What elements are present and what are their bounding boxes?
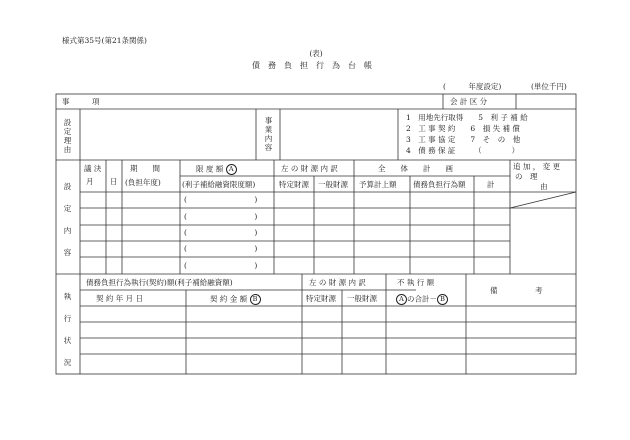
paren-row: ( ) — [184, 195, 258, 204]
total-label: 計 — [487, 180, 495, 189]
exec-general-fund-label: 一般財源 — [347, 294, 377, 303]
contract-date-label: 契 約 年 月 日 — [96, 294, 144, 303]
period-sub-label: (負担年度) — [125, 178, 161, 187]
paren-row: ( ) — [184, 244, 258, 253]
page-title: 債務負担行為台帳 — [252, 61, 380, 70]
remarks-label: 備 考 — [490, 286, 543, 295]
reason-label: の 理 — [515, 172, 538, 181]
budget-amount-label: 予算計上額 — [359, 180, 397, 189]
paren-row: ( ) — [184, 212, 258, 221]
reason-label-2: 由 — [540, 182, 548, 191]
overall-plan-label: 全 体 計 画 — [378, 164, 453, 173]
specific-fund-label: 特定財源 — [279, 180, 309, 189]
category-3-7: 3 工 事 協 定 7 そ の 他 — [406, 135, 521, 144]
year-setting: ( 年度設定) — [443, 82, 502, 91]
category-4: 4 債 務 保 証 （ ） — [406, 146, 520, 155]
month-label: 月 — [86, 177, 94, 186]
general-fund-label: 一般財源 — [318, 180, 348, 189]
paren-row: ( ) — [184, 228, 258, 237]
unexecuted-formula: A の合計－ B — [396, 294, 448, 305]
contract-amount-label: 契 約 金 額 B — [210, 294, 261, 305]
unit-label: (単位千円) — [531, 82, 567, 91]
financial-breakdown-label: 左 の 財 源 内 訳 — [281, 164, 338, 173]
circle-b-mark: B — [437, 294, 448, 305]
category-1-5: 1 用地先行取得 5 利 子 補 給 — [406, 113, 528, 122]
period-label: 期 間 — [130, 164, 160, 173]
account-category-label: 会 計 区 分 — [450, 97, 488, 106]
day-label: 日 — [110, 177, 118, 186]
exec-financial-breakdown-label: 左 の 財 源 内 訳 — [309, 278, 366, 287]
item-label: 事 項 — [62, 97, 100, 106]
limit-label: 限 度 額 A — [196, 164, 237, 175]
resolution-label: 議 決 — [84, 164, 102, 173]
exec-specific-fund-label: 特定財源 — [306, 294, 336, 303]
debt-amount-label: 債務負担行為額 — [413, 180, 466, 189]
execution-section-label: 執行状況 — [63, 292, 72, 367]
paren-row: ( ) — [184, 261, 258, 270]
form-number: 様式第35号(第21条関係) — [62, 36, 147, 45]
circle-a-mark: A — [396, 294, 407, 305]
circle-b-mark: B — [250, 294, 261, 305]
limit-sub-label: (利子補給融資限度額) — [182, 180, 256, 189]
unexecuted-amount-label: 不 執 行 額 — [397, 278, 435, 287]
category-2-6: 2 工 事 契 約 6 損 失 補 償 — [406, 124, 520, 133]
business-content-label: 事業内容 — [264, 116, 273, 152]
setting-reason-label: 設定理由 — [63, 118, 72, 154]
circle-a-mark: A — [226, 164, 237, 175]
settings-section-label: 設定内容 — [63, 182, 72, 257]
form-label: (表) — [309, 49, 323, 58]
execution-amount-header: 債務負担行為執行(契約)額(利子補給融資額) — [86, 278, 233, 287]
addition-label: 追 加 ， 変 更 — [513, 162, 561, 171]
